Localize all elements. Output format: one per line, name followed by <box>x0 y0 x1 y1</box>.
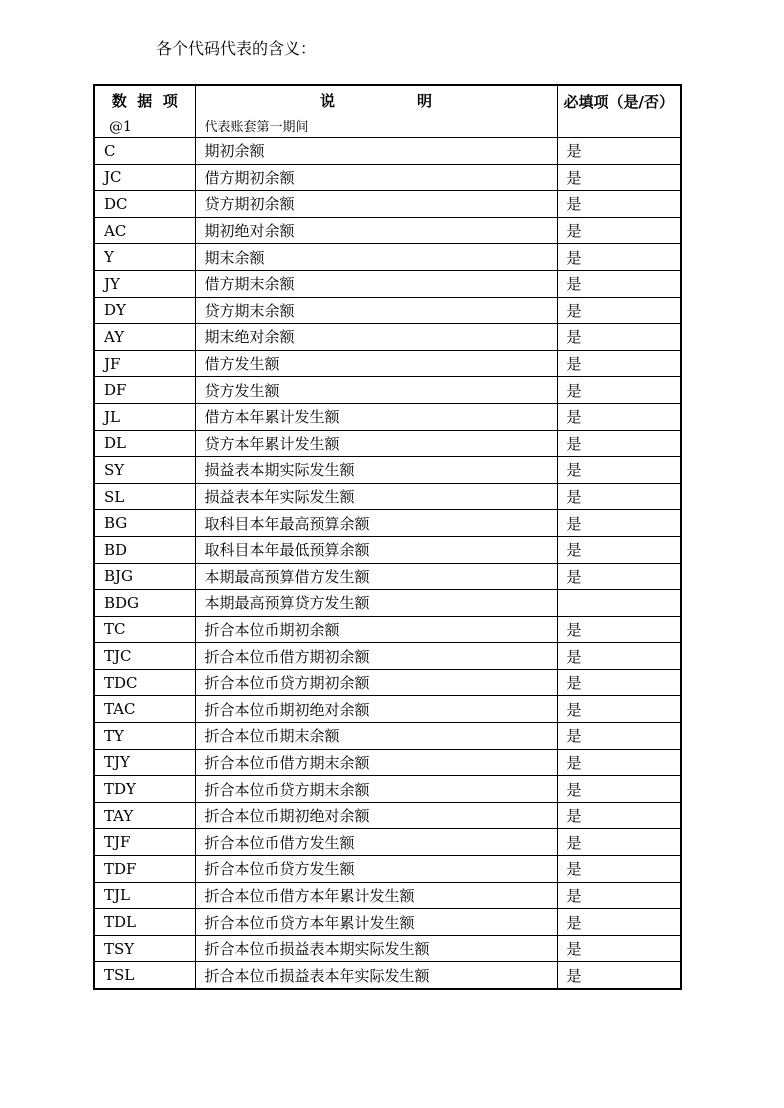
code-cell: BDG <box>94 590 195 617</box>
required-cell: 是 <box>557 776 681 803</box>
description-cell: 折合本位币贷方期初余额 <box>195 669 557 696</box>
description-cell: 折合本位币期初绝对余额 <box>195 802 557 829</box>
code-cell: TY <box>94 723 195 750</box>
required-cell: 是 <box>557 297 681 324</box>
description-cell: 期末绝对余额 <box>195 324 557 351</box>
description-cell: 期末余额 <box>195 244 557 271</box>
required-cell: 是 <box>557 749 681 776</box>
required-cell: 是 <box>557 270 681 297</box>
required-cell: 是 <box>557 829 681 856</box>
table-row <box>94 935 681 962</box>
required-cell: 是 <box>557 563 681 590</box>
table-row <box>94 164 681 191</box>
table-row <box>94 909 681 936</box>
table-row <box>94 483 681 510</box>
table-header-row <box>94 85 681 138</box>
table-row <box>94 191 681 218</box>
code-cell: TJL <box>94 882 195 909</box>
code-cell: TSL <box>94 962 195 989</box>
description-cell: 折合本位币贷方发生额 <box>195 856 557 883</box>
table-row <box>94 457 681 484</box>
table-body <box>94 138 681 990</box>
description-cell: 借方本年累计发生额 <box>195 403 557 430</box>
header-description-note: 代表账套第一期间 <box>204 120 309 135</box>
required-cell: 是 <box>557 696 681 723</box>
table-row <box>94 669 681 696</box>
description-cell: 本期最高预算借方发生额 <box>195 563 557 590</box>
code-cell: TAY <box>94 802 195 829</box>
required-cell <box>557 590 681 617</box>
required-cell: 是 <box>557 536 681 563</box>
description-cell: 折合本位币贷方期末余额 <box>195 776 557 803</box>
code-cell: TSY <box>94 935 195 962</box>
required-cell: 是 <box>557 217 681 244</box>
description-cell: 损益表本期实际发生额 <box>195 457 557 484</box>
table-row <box>94 590 681 617</box>
code-cell: DL <box>94 430 195 457</box>
required-cell: 是 <box>557 324 681 351</box>
table-row <box>94 138 681 165</box>
required-cell: 是 <box>557 616 681 643</box>
code-cell: TC <box>94 616 195 643</box>
required-cell: 是 <box>557 909 681 936</box>
required-cell: 是 <box>557 403 681 430</box>
required-cell: 是 <box>557 856 681 883</box>
required-cell: 是 <box>557 138 681 165</box>
description-cell: 本期最高预算贷方发生额 <box>195 590 557 617</box>
required-cell: 是 <box>557 669 681 696</box>
code-meaning-table <box>93 84 682 990</box>
description-cell: 折合本位币期初绝对余额 <box>195 696 557 723</box>
table-row <box>94 563 681 590</box>
description-cell: 借方发生额 <box>195 350 557 377</box>
code-cell: BJG <box>94 563 195 590</box>
description-cell: 贷方发生额 <box>195 377 557 404</box>
table-row <box>94 297 681 324</box>
code-cell: SL <box>94 483 195 510</box>
code-cell: SY <box>94 457 195 484</box>
table-row <box>94 882 681 909</box>
required-cell: 是 <box>557 643 681 670</box>
description-cell: 折合本位币借方发生额 <box>195 829 557 856</box>
description-cell: 折合本位币借方本年累计发生额 <box>195 882 557 909</box>
table-row <box>94 377 681 404</box>
required-cell: 是 <box>557 430 681 457</box>
description-cell: 贷方期末余额 <box>195 297 557 324</box>
header-data-item-note: @1 <box>109 119 132 135</box>
description-cell: 取科目本年最高预算余额 <box>195 510 557 537</box>
required-cell: 是 <box>557 350 681 377</box>
description-cell: 折合本位币期末余额 <box>195 723 557 750</box>
code-cell: JF <box>94 350 195 377</box>
table-row <box>94 802 681 829</box>
description-cell: 贷方本年累计发生额 <box>195 430 557 457</box>
code-cell: AY <box>94 324 195 351</box>
description-cell: 借方期初余额 <box>195 164 557 191</box>
required-cell: 是 <box>557 244 681 271</box>
description-cell: 取科目本年最低预算余额 <box>195 536 557 563</box>
description-cell: 折合本位币损益表本期实际发生额 <box>195 935 557 962</box>
table-row <box>94 217 681 244</box>
code-cell: JY <box>94 270 195 297</box>
required-cell: 是 <box>557 962 681 989</box>
code-cell: TJF <box>94 829 195 856</box>
table-row <box>94 324 681 351</box>
table-row <box>94 962 681 989</box>
table-row <box>94 856 681 883</box>
table-row <box>94 350 681 377</box>
description-cell: 借方期末余额 <box>195 270 557 297</box>
description-cell: 折合本位币借方期末余额 <box>195 749 557 776</box>
required-cell: 是 <box>557 510 681 537</box>
required-cell: 是 <box>557 377 681 404</box>
code-cell: Y <box>94 244 195 271</box>
code-cell: DC <box>94 191 195 218</box>
table-row <box>94 696 681 723</box>
table-row <box>94 430 681 457</box>
table-row <box>94 270 681 297</box>
description-cell: 折合本位币期初余额 <box>195 616 557 643</box>
code-cell: TAC <box>94 696 195 723</box>
required-cell: 是 <box>557 457 681 484</box>
header-data-item-label: 数 据 项 <box>111 92 178 110</box>
description-cell: 折合本位币借方期初余额 <box>195 643 557 670</box>
intro-text: 各个代码代表的含义： <box>156 39 317 58</box>
table-row <box>94 536 681 563</box>
table-row <box>94 829 681 856</box>
code-cell: BD <box>94 536 195 563</box>
code-cell: TDC <box>94 669 195 696</box>
code-cell: TDF <box>94 856 195 883</box>
header-description-label: 说 明 <box>320 92 432 110</box>
description-cell: 期初绝对余额 <box>195 217 557 244</box>
required-cell: 是 <box>557 483 681 510</box>
table-row <box>94 776 681 803</box>
description-cell: 折合本位币损益表本年实际发生额 <box>195 962 557 989</box>
code-cell: JL <box>94 403 195 430</box>
table-row <box>94 244 681 271</box>
header-required <box>557 85 681 138</box>
required-cell: 是 <box>557 935 681 962</box>
code-cell: TDL <box>94 909 195 936</box>
table-row <box>94 616 681 643</box>
description-cell: 折合本位币贷方本年累计发生额 <box>195 909 557 936</box>
header-data-item <box>94 85 195 138</box>
table-row <box>94 403 681 430</box>
description-cell: 损益表本年实际发生额 <box>195 483 557 510</box>
code-cell: JC <box>94 164 195 191</box>
required-cell: 是 <box>557 191 681 218</box>
required-cell: 是 <box>557 882 681 909</box>
code-cell: TJC <box>94 643 195 670</box>
code-cell: DF <box>94 377 195 404</box>
description-cell: 贷方期初余额 <box>195 191 557 218</box>
code-cell: TJY <box>94 749 195 776</box>
table-row <box>94 749 681 776</box>
code-cell: AC <box>94 217 195 244</box>
required-cell: 是 <box>557 164 681 191</box>
header-required-label: 必填项（是/否） <box>563 93 674 111</box>
code-cell: C <box>94 138 195 165</box>
table-row <box>94 723 681 750</box>
code-cell: TDY <box>94 776 195 803</box>
header-description <box>195 85 557 138</box>
code-cell: BG <box>94 510 195 537</box>
code-cell: DY <box>94 297 195 324</box>
table-row <box>94 510 681 537</box>
description-cell: 期初余额 <box>195 138 557 165</box>
table-row <box>94 643 681 670</box>
required-cell: 是 <box>557 723 681 750</box>
required-cell: 是 <box>557 802 681 829</box>
